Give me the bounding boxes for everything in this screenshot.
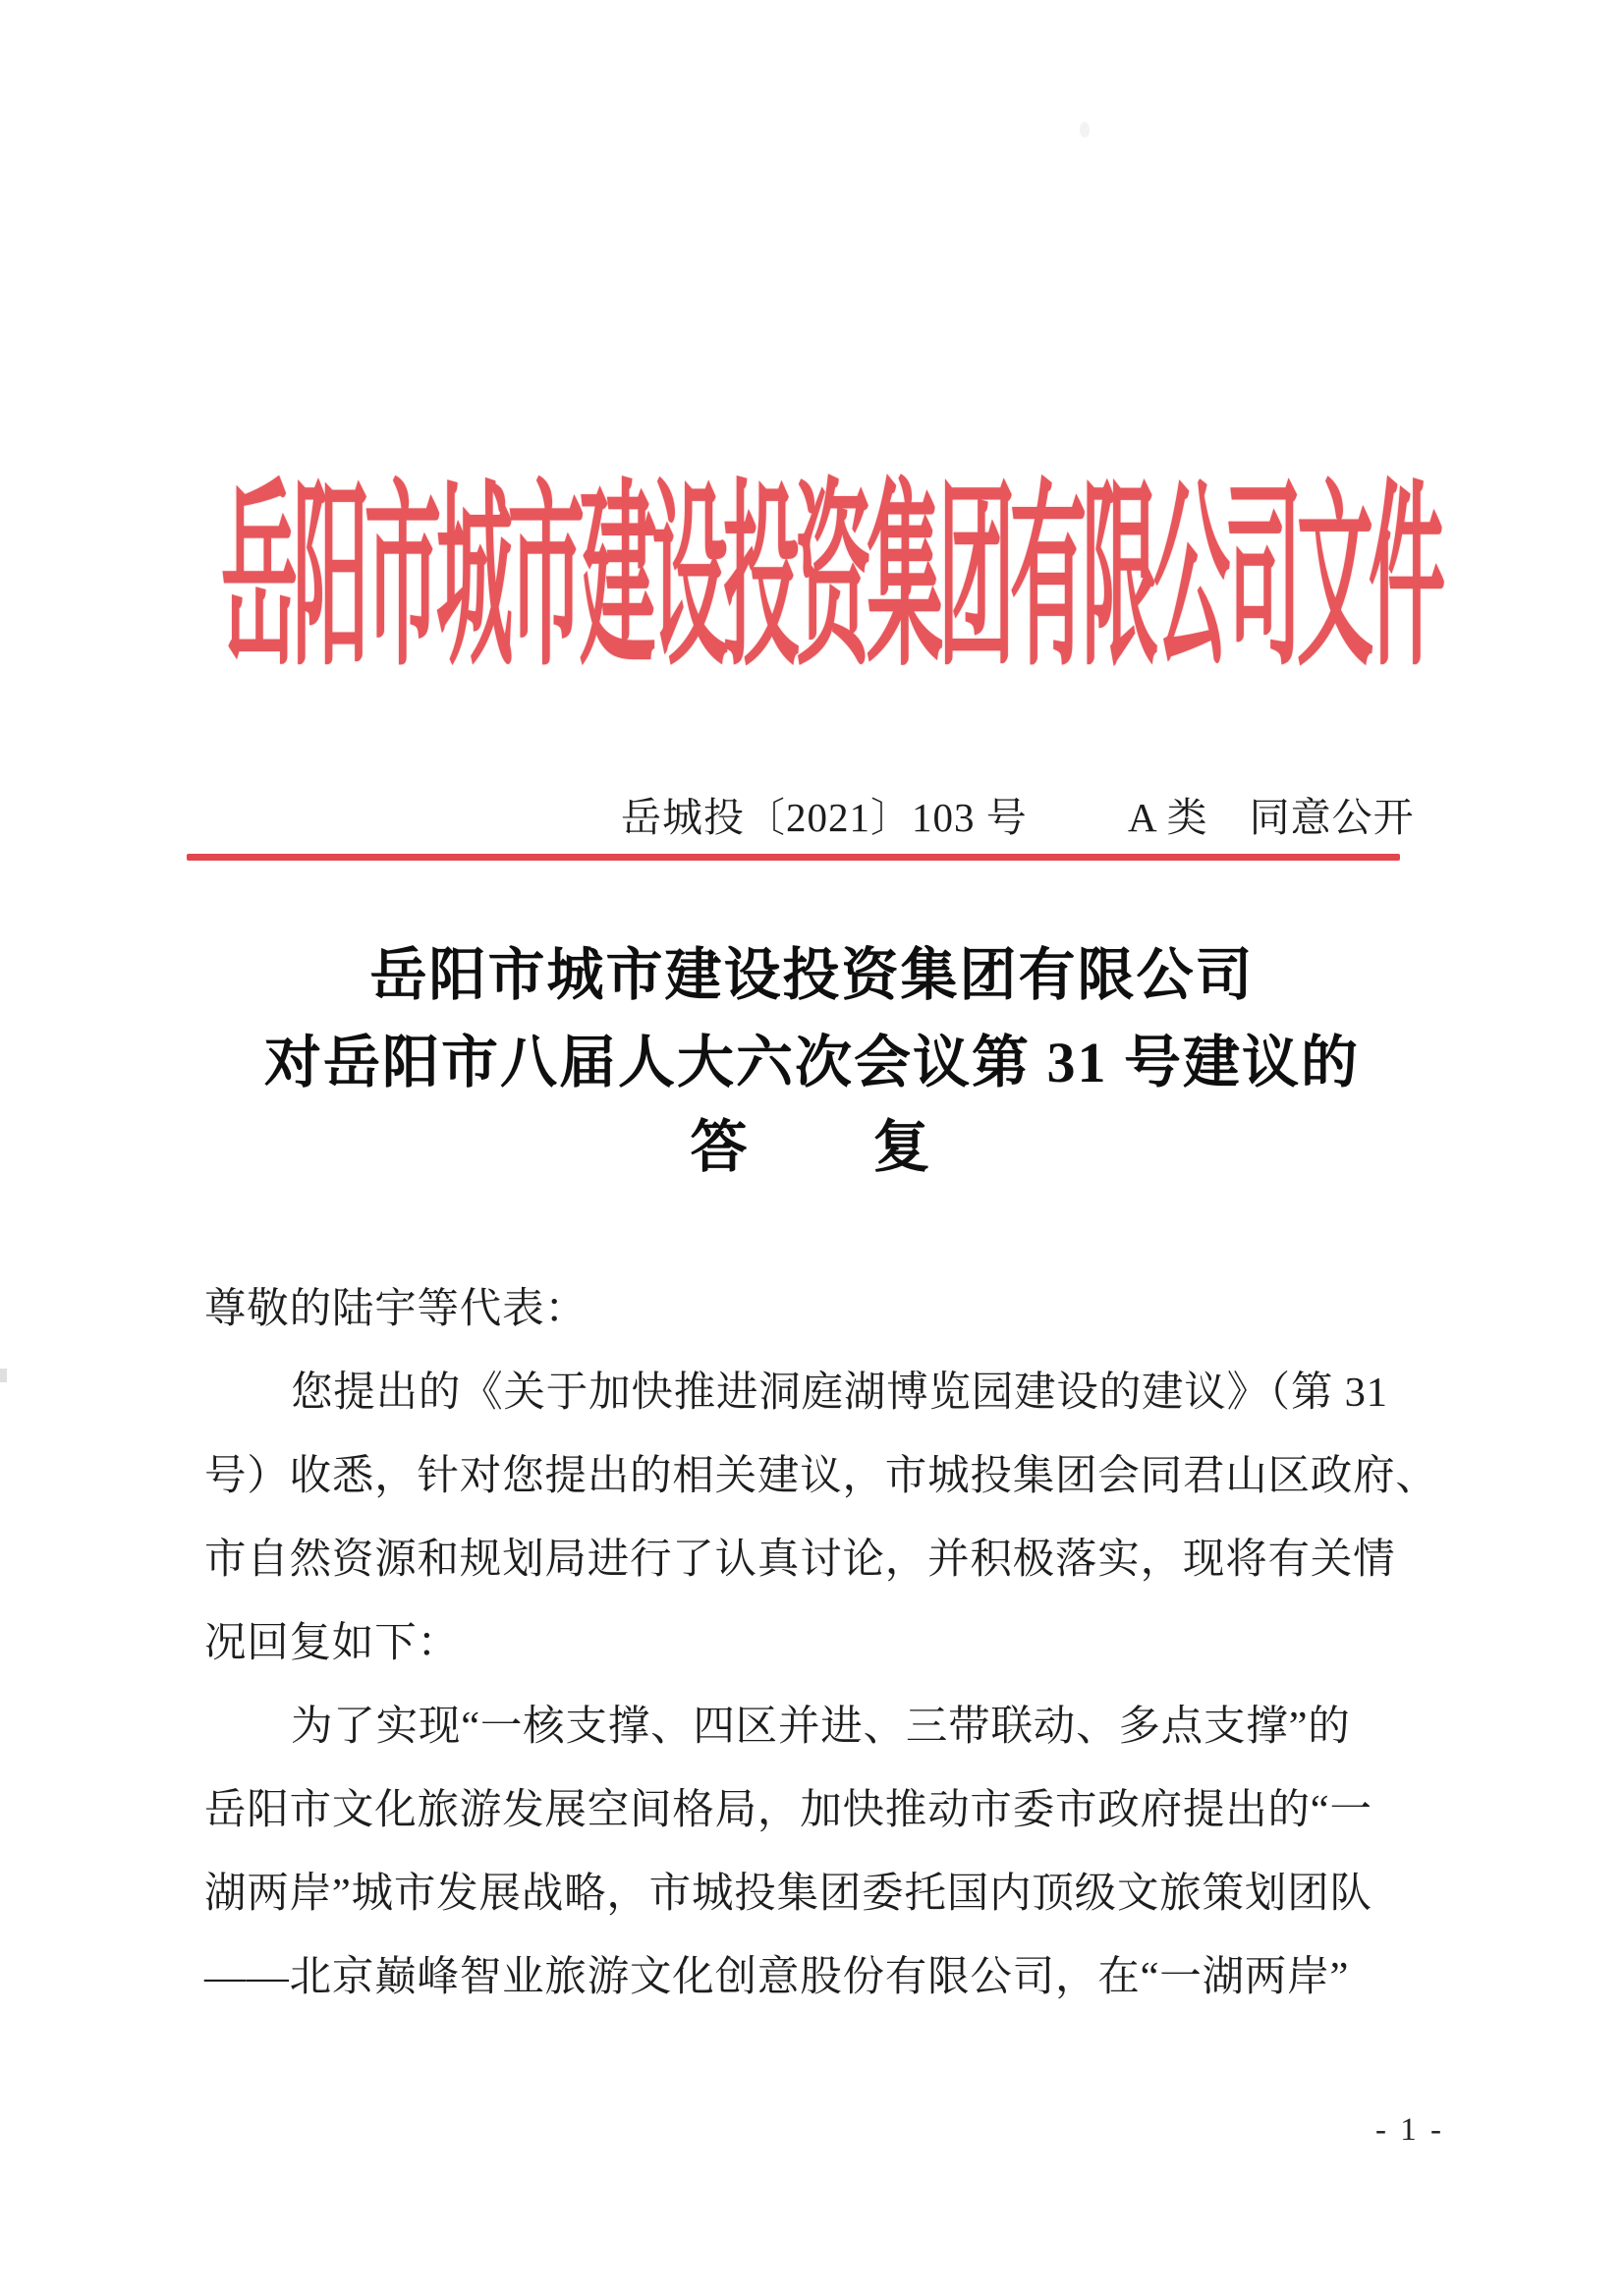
document-title-line-3: 答 复 bbox=[690, 1115, 934, 1179]
page-number: - 1 - bbox=[1375, 2112, 1444, 2148]
body-text bbox=[204, 1267, 1438, 2019]
scan-artifact-speck bbox=[1080, 122, 1090, 138]
red-divider-line bbox=[187, 854, 1400, 861]
classification-label: A 类 同意公开 bbox=[1128, 795, 1415, 840]
document-number: 岳城投〔2021〕103 号 bbox=[621, 795, 1028, 840]
body-line: 您提出的《关于加快推进洞庭湖博览园建设的建议》（第 31 bbox=[291, 1370, 1388, 1416]
body-line: 市自然资源和规划局进行了认真讨论，并积极落实，现将有关情 bbox=[204, 1537, 1396, 1583]
scan-artifact-edge bbox=[0, 1369, 7, 1382]
document-title-line-1: 岳阳市城市建设投资集团有限公司 bbox=[369, 943, 1255, 1007]
body-line: 号）收悉，针对您提出的相关建议，市城投集团会同君山区政府、 bbox=[204, 1453, 1438, 1499]
body-line: ——北京巅峰智业旅游文化创意股份有限公司，在“一湖两岸” bbox=[204, 1954, 1350, 2000]
body-line: 湖两岸”城市发展战略，市城投集团委托国内顶级文旅策划团队 bbox=[204, 1871, 1372, 1917]
body-line: 为了实现“一核支撑、四区并进、三带联动、多点支撑”的 bbox=[291, 1704, 1351, 1750]
body-line: 岳阳市文化旅游发展空间格局，加快推动市委市政府提出的“一 bbox=[204, 1787, 1372, 1833]
org-letterhead-banner: 岳阳市城市建设投资集团有限公司文件 bbox=[221, 467, 1441, 690]
body-line: 况回复如下： bbox=[204, 1620, 460, 1666]
salutation-line: 尊敬的陆宇等代表： bbox=[204, 1286, 588, 1332]
document-title-line-2: 对岳阳市八届人大六次会议第 31 号建议的 bbox=[263, 1031, 1360, 1094]
